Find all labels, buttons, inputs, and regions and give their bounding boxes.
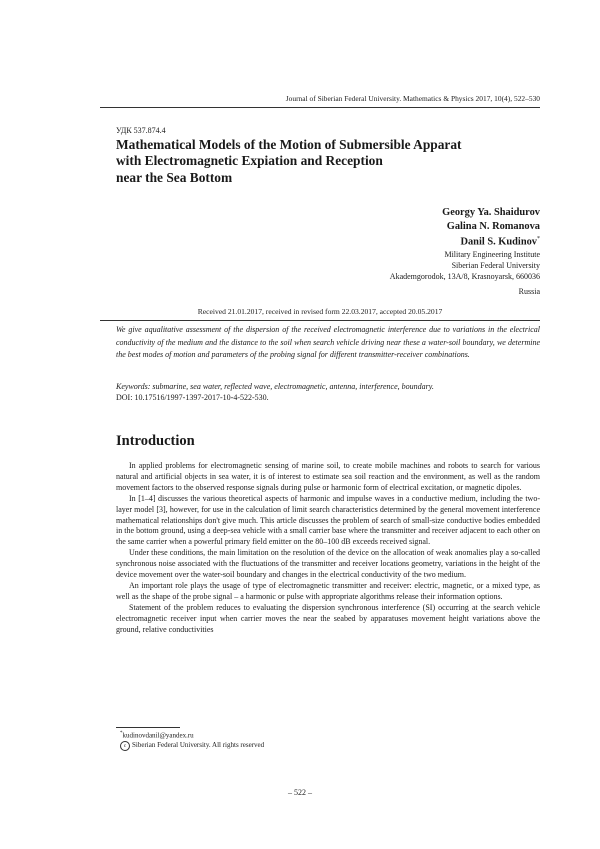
- keywords-list: submarine, sea water, reflected wave, electromagnetic, antenna, interference, boundary.: [152, 382, 434, 391]
- abstract: We give aqualitative assessment of the dispersion of the received electromagnetic interference due to variations in the electrical conductivity of the medium and the distance to the soil when search vehicle driving near these a water-soil boundary, we determine the best modes of motion and parameters of the probing signal for different transmitter-receiver combinations.: [116, 325, 540, 359]
- doi[interactable]: DOI: 10.17516/1997-1397-2017-10-4-522-530.: [116, 393, 269, 403]
- footnote-mark: *: [120, 731, 123, 736]
- affiliation-country: Russia: [518, 286, 540, 296]
- copyright-icon: c: [120, 741, 130, 751]
- author-name: Georgy Ya. Shaidurov: [442, 207, 540, 218]
- author-name: Galina N. Romanova: [446, 220, 540, 232]
- abstract-rule: [100, 320, 540, 321]
- udk-code: УДК 537.874.4: [116, 126, 166, 135]
- introduction-body: [116, 461, 540, 636]
- journal-running-head: Journal of Siberian Federal University. Mathematics & Physics 2017, 10(4), 522–530: [285, 94, 540, 103]
- footnotes: [120, 729, 264, 751]
- body-paragraph: Under these conditions, the main limitation on the resolution of the device on the allocation of weak anomalies play a so-called synchronous noise associated with the fluctuations of the transmitter and receiver locations geometry, variations in the height of the device movement over the water-soil boundary and changes in the electrical conductivity of the two medium.: [116, 548, 540, 580]
- body-paragraph: In applied problems for electromagnetic sensing of marine soil, to create mobile machines and robots to search for various natural and artificial objects in sea water, it is of interest to estimate sea soil reaction and the environment, as well as the random movement factors to the observed response signals during pulse or harmonic form of electrical excitation, or magnetic dipoles.: [116, 461, 540, 492]
- keywords-block: [116, 381, 540, 404]
- title-line: Mathematical Models of the Motion of Submersible Apparat: [116, 137, 462, 152]
- body-paragraph: In [1–4] discusses the various theoretical aspects of harmonic and impulse waves in a conductive medium, including the two-layer model [3], however, for use in the calculation of limit search characteristics determined by the general movement interference mathematical relationships don't give much. This article discusses the problem of search of small-size conductive bodies embedded in the bottom ground, using a deep-sea vehicle with a small carrier base where the transmitter and receiver adjacent to each other on the same carrier when a powerful primary field emitter on the 80–100 dB exceeds received signal.: [116, 493, 540, 547]
- page-number: – 522 –: [288, 788, 312, 797]
- footnote-rule: [116, 727, 180, 728]
- author-block: [240, 206, 540, 297]
- copyright-notice: Siberian Federal University. All rights reserved: [132, 741, 265, 750]
- corresponding-author-mark: *: [537, 236, 540, 242]
- author-name: [240, 233, 540, 249]
- affiliation-line: Military Engineering Institute: [444, 249, 540, 259]
- received-dates: Received 21.01.2017, received in revised form 22.03.2017, accepted 20.05.2017: [197, 307, 443, 316]
- affiliation-line: Siberian Federal University: [451, 260, 540, 270]
- affiliation-line: Akademgorodok, 13A/8, Krasnoyarsk, 660036: [389, 271, 540, 281]
- body-paragraph: An important role plays the usage of type of electromagnetic transmitter and receiver: electric, magnetic, or a mixed type, as well as the shape of the probe signal – a harmonic or pulse with appropriate algorithms release their information options.: [116, 580, 540, 601]
- title-line: near the Sea Bottom: [116, 169, 233, 185]
- section-heading-introduction: Introduction: [116, 433, 195, 449]
- title-line: with Electromagnetic Expiation and Reception: [116, 153, 383, 169]
- author-name-text: Danil S. Kudinov: [460, 236, 537, 248]
- keywords-label: Keywords:: [116, 382, 151, 391]
- footnote-email[interactable]: kudinovdanil@yandex.ru: [122, 731, 194, 740]
- article-title: [116, 137, 546, 186]
- body-paragraph: Statement of the problem reduces to evaluating the dispersion synchronous interference (SI) occurring at the search vehicle electromagnetic receiver input when carrier moves the near the seabed by apparatuses movement height variations above the ground, relative conductivities: [116, 602, 540, 634]
- header-rule: [100, 107, 540, 108]
